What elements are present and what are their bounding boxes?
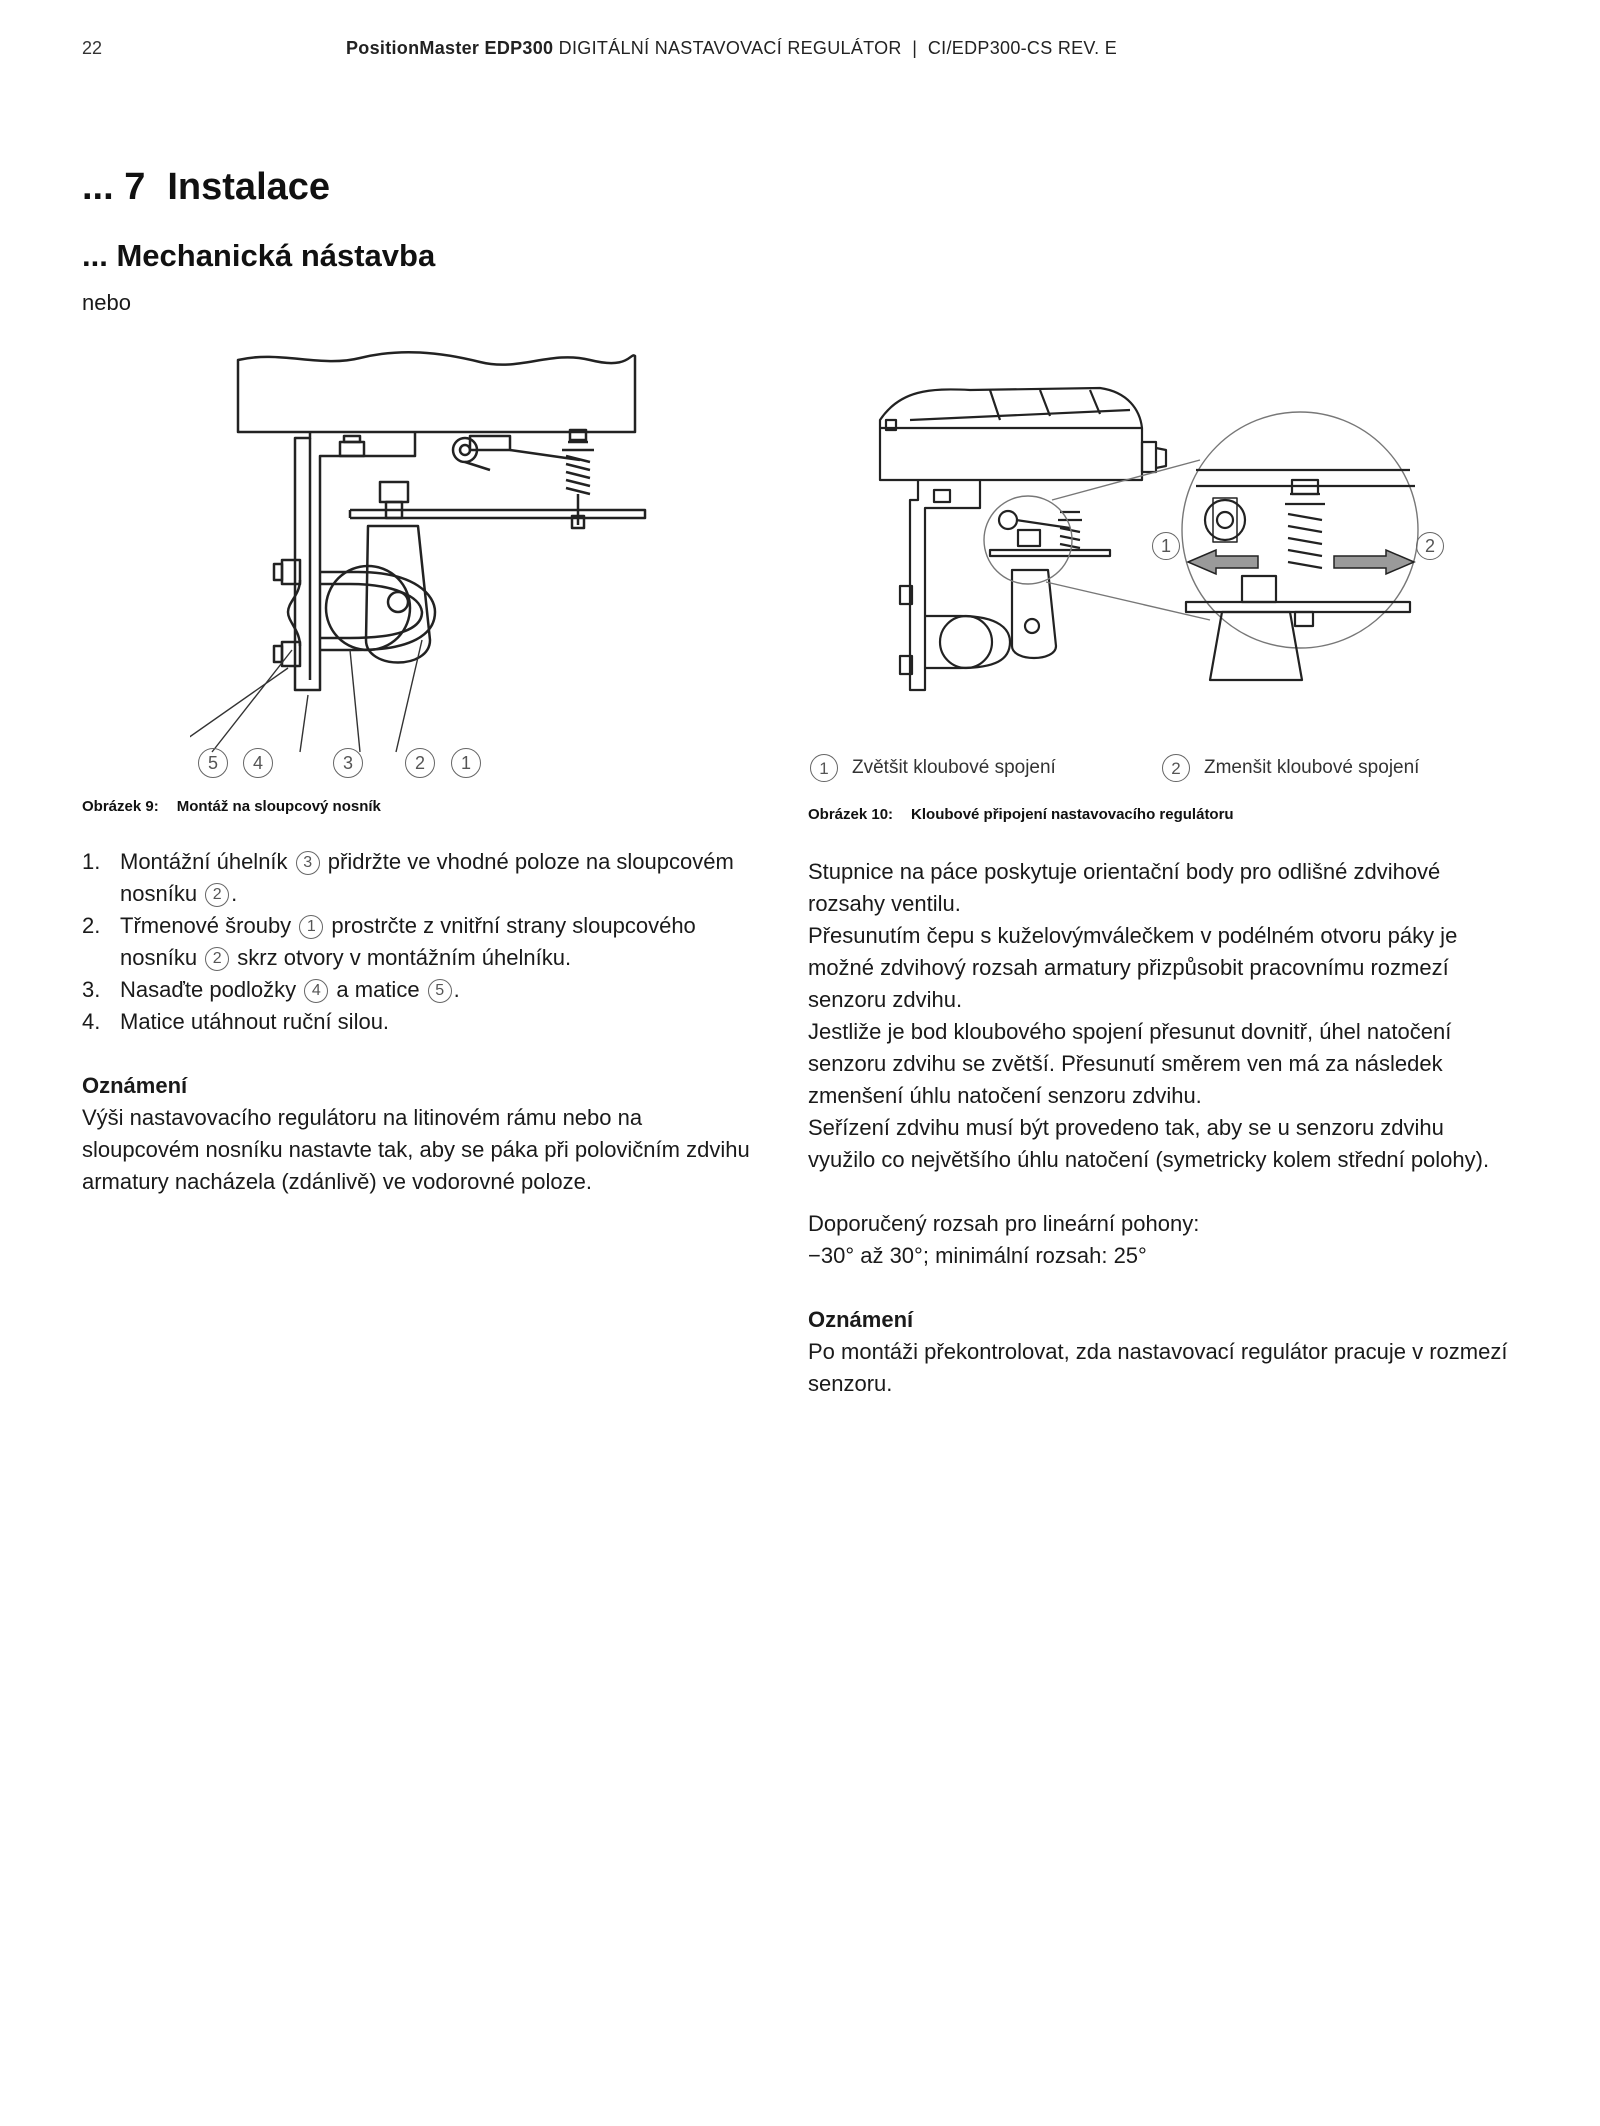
step-4: 4. Matice utáhnout ruční silou. bbox=[82, 1009, 390, 1034]
figure-9-callout-4: 4 bbox=[241, 748, 275, 778]
intro-text: nebo bbox=[82, 290, 131, 315]
callout-ref: 5 bbox=[428, 979, 452, 1003]
section-heading bbox=[82, 166, 330, 209]
figure-10-marker-2: 2 bbox=[1414, 532, 1446, 560]
figure-9-callout-2: 2 bbox=[403, 748, 437, 778]
figure-10-legend-1: 1 Zvětšit kloubové spojení bbox=[808, 754, 1056, 782]
figure-10-marker-1: 1 bbox=[1150, 532, 1182, 560]
left-column bbox=[82, 846, 762, 1198]
callout-ref: 2 bbox=[205, 947, 229, 971]
page-number: 22 bbox=[82, 38, 103, 58]
figure-9-caption: Obrázek 9: Montáž na sloupcový nosník bbox=[82, 798, 381, 815]
section-number: ... 7 bbox=[82, 166, 146, 208]
range-line-1: Doporučený rozsah pro lineární pohony: bbox=[808, 1211, 1200, 1236]
paragraph-1: Stupnice na páce poskytuje orientační body pro odlišné zdvihové rozsahy ventilu. bbox=[808, 859, 1441, 916]
figure-9-callout-3: 3 bbox=[331, 748, 365, 778]
installation-steps bbox=[82, 846, 762, 1038]
notice-right-heading: Oznámení bbox=[808, 1307, 914, 1332]
range-line-2: −30° až 30°; minimální rozsah: 25° bbox=[808, 1243, 1147, 1268]
callout-ref: 3 bbox=[296, 851, 320, 875]
running-header bbox=[346, 38, 1117, 59]
section-title: Instalace bbox=[167, 166, 331, 208]
notice-left-heading: Oznámení bbox=[82, 1073, 188, 1098]
paragraph-4: Seřízení zdvihu musí být provedeno tak, aby se u senzoru zdvihu využilo co největšího úhlu natočení (symetricky kolem střední polohy). bbox=[808, 1115, 1490, 1172]
paragraph-3: Jestliže je bod kloubového spojení přesunut dovnitř, úhel natočení senzoru zdvihu se zvětší. Přesunutí směrem ven má za následek zmenšení úhlu natočení senzoru zdvihu. bbox=[808, 1019, 1452, 1108]
figure-10-caption: Obrázek 10: Kloubové připojení nastavovacího regulátoru bbox=[808, 806, 1234, 823]
figure-9-drawing bbox=[190, 350, 690, 790]
header-title-rest: DIGITÁLNÍ NASTAVOVACÍ REGULÁTOR | CI/EDP300-CS REV. E bbox=[553, 38, 1117, 58]
callout-ref: 1 bbox=[299, 915, 323, 939]
callout-ref: 4 bbox=[304, 979, 328, 1003]
header-product: PositionMaster EDP300 bbox=[346, 38, 554, 58]
right-column bbox=[808, 856, 1508, 1400]
paragraph-2: Přesunutím čepu s kuželovýmválečkem v podélném otvoru páky je možné zdvihový rozsah armatury přizpůsobit pracovnímu rozmezí senzoru zdvihu. bbox=[808, 923, 1458, 1012]
notice-right-text: Po montáži překontrolovat, zda nastavovací regulátor pracuje v rozmezí senzoru. bbox=[808, 1339, 1508, 1396]
step-3: 3. Nasaďte podložky 4 a matice 5 . bbox=[82, 977, 460, 1002]
subsection-heading: ... Mechanická nástavba bbox=[82, 238, 436, 273]
figure-9-callout-5: 5 bbox=[196, 748, 230, 778]
figure-10-legend-2: 2 Zmenšit kloubové spojení bbox=[1160, 754, 1419, 782]
step-1: 1. Montážní úhelník 3 přidržte ve vhodné poloze na sloupcovém nosníku 2 . bbox=[82, 849, 734, 906]
step-2: 2. Třmenové šrouby 1 prostrčte z vnitřní strany sloupcového nosníku 2 skrz otvory v montážním úhelníku. bbox=[82, 913, 696, 970]
figure-9-callout-1: 1 bbox=[449, 748, 483, 778]
notice-left-text: Výši nastavovacího regulátoru na litinovém rámu nebo na sloupcovém nosníku nastavte tak, aby se páka při polovičním zdvihu armatury nacházela (zdánlivě) ve vodorovné poloze. bbox=[82, 1105, 750, 1194]
callout-ref: 2 bbox=[205, 883, 229, 907]
